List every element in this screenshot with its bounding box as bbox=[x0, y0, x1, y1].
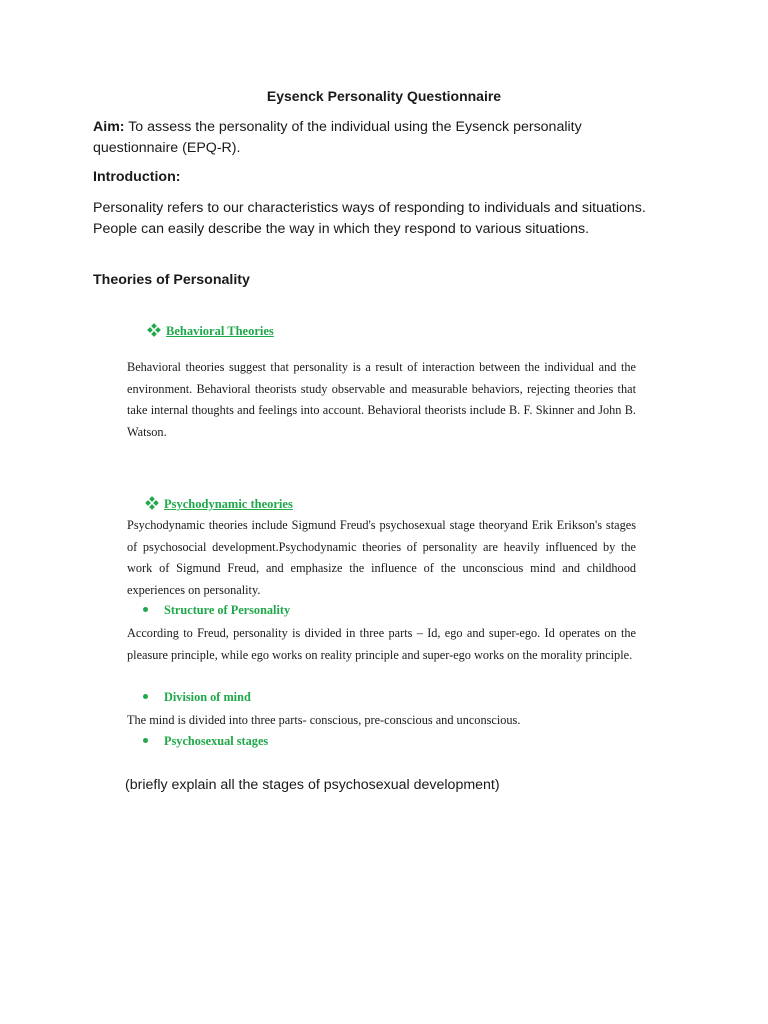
structure-heading-row bbox=[143, 603, 290, 618]
behavioral-heading: Behavioral Theories bbox=[166, 324, 274, 338]
behavioral-heading-row bbox=[148, 322, 274, 340]
psychosexual-heading: Psychosexual stages bbox=[164, 734, 269, 748]
diamond-bullet-icon bbox=[148, 324, 160, 336]
introduction-text: Personality refers to our characteristics ways of responding to individuals and situations. People can easily describe the way in which they respond to various situations. bbox=[93, 200, 646, 237]
aim-label: Aim: bbox=[93, 119, 125, 135]
division-heading-row bbox=[143, 690, 251, 705]
structure-text: According to Freud, personality is divided in three parts – Id, ego and super-ego. Id operates on the pleasure principle, while ego works on reality principle and super-ego works on the morality principle. bbox=[127, 626, 636, 662]
division-text: The mind is divided into three parts- conscious, pre-conscious and unconscious. bbox=[127, 713, 521, 727]
behavioral-text: Behavioral theories suggest that personality is a result of interaction between the individual and the environment. Behavioral theorists study observable and measurable behaviors, rejecting theories that take internal thoughts and feelings into account. Behavioral theorists include B. F. Skinner and John B. Watson. bbox=[127, 360, 636, 439]
diamond-bullet-icon bbox=[146, 497, 158, 509]
psychodynamic-heading-row bbox=[146, 495, 293, 513]
psychosexual-heading-row bbox=[143, 734, 268, 749]
document-title: Eysenck Personality Questionnaire bbox=[266, 88, 502, 104]
aim-text: To assess the personality of the individual using the Eysenck personality questionnaire (EPQ-R). bbox=[93, 119, 582, 156]
bullet-dot-icon bbox=[143, 607, 148, 612]
introduction-heading: Introduction: bbox=[93, 169, 181, 185]
division-heading: Division of mind bbox=[164, 690, 251, 704]
structure-heading: Structure of Personality bbox=[164, 603, 291, 617]
theories-heading: Theories of Personality bbox=[93, 272, 250, 288]
psychodynamic-text: Psychodynamic theories include Sigmund Freud's psychosexual stage theoryand Erik Erikson's stages of psychosocial development.Psychodynamic theories of personality are heavily influenced by the work of Sigmund Freud, and emphasize the influence of the unconscious mind and childhood experiences on personality. bbox=[127, 518, 636, 598]
bullet-dot-icon bbox=[143, 738, 148, 743]
aim-paragraph bbox=[93, 117, 653, 159]
bullet-dot-icon bbox=[143, 694, 148, 699]
instruction-note: (briefly explain all the stages of psychosexual development) bbox=[125, 777, 500, 793]
psychodynamic-heading: Psychodynamic theories bbox=[164, 497, 293, 511]
